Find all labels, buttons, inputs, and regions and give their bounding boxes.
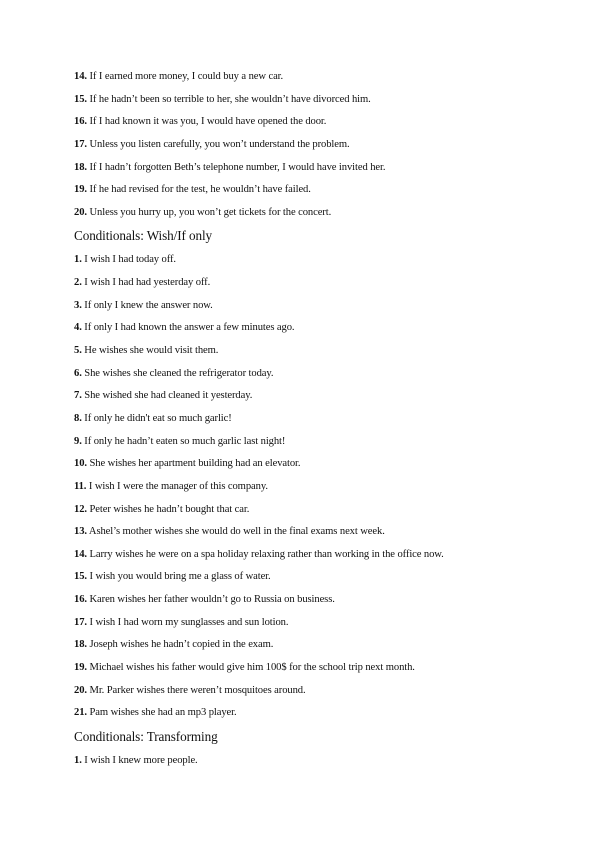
list-item: 4. If only I had known the answer a few minutes ago. bbox=[74, 322, 295, 334]
section-conditionals-answers bbox=[74, 70, 574, 228]
list-item: 3. If only I knew the answer now. bbox=[74, 299, 213, 311]
list-item: 5. He wishes she would visit them. bbox=[74, 345, 219, 357]
list-item: 6. She wishes she cleaned the refrigerator today. bbox=[74, 367, 274, 379]
section-heading: Conditionals: Transforming bbox=[74, 728, 218, 744]
list-item: 12. Peter wishes he hadn’t bought that car. bbox=[74, 503, 250, 515]
list-item: 9. If only he hadn’t eaten so much garlic last night! bbox=[74, 435, 286, 447]
list-item: 14. Larry wishes he were on a spa holiday relaxing rather than working in the office now. bbox=[74, 548, 444, 560]
list-item: 17. I wish I had worn my sunglasses and sun lotion. bbox=[74, 616, 289, 628]
list-item: 16. If I had known it was you, I would have opened the door. bbox=[74, 116, 327, 128]
list-item: 15. If he hadn’t been so terrible to her, she wouldn’t have divorced him. bbox=[74, 93, 371, 105]
list-item: 13. Ashel’s mother wishes she would do well in the final exams next week. bbox=[74, 526, 385, 538]
list-item: 14. If I earned more money, I could buy a new car. bbox=[74, 71, 284, 82]
section-transforming bbox=[74, 729, 574, 777]
list-item: 2. I wish I had had yesterday off. bbox=[74, 277, 211, 289]
list-item: 15. I wish you would bring me a glass of water. bbox=[74, 571, 271, 583]
list-item: 18. Joseph wishes he hadn’t copied in the exam. bbox=[74, 639, 274, 651]
section-heading: Conditionals: Wish/If only bbox=[74, 228, 213, 244]
list-item: 17. Unless you listen carefully, you won’t understand the problem. bbox=[74, 138, 350, 150]
list-item: 20. Unless you hurry up, you won’t get tickets for the concert. bbox=[74, 206, 332, 218]
list-item: 18. If I hadn’t forgotten Beth’s telephone number, I would have invited her. bbox=[74, 161, 386, 173]
list-item: 20. Mr. Parker wishes there weren’t mosquitoes around. bbox=[74, 684, 306, 696]
list-item: 1. I wish I knew more people. bbox=[74, 754, 198, 766]
document-content bbox=[74, 70, 574, 777]
list-item: 1. I wish I had today off. bbox=[74, 254, 176, 266]
list-item: 21. Pam wishes she had an mp3 player. bbox=[74, 707, 237, 719]
list-item: 19. Michael wishes his father would give him 100$ for the school trip next month. bbox=[74, 662, 415, 674]
list-item: 19. If he had revised for the test, he wouldn’t have failed. bbox=[74, 184, 311, 196]
list-item: 8. If only he didn't eat so much garlic! bbox=[74, 412, 232, 424]
list-item: 7. She wished she had cleaned it yesterday. bbox=[74, 390, 253, 402]
list-item: 16. Karen wishes her father wouldn’t go to Russia on business. bbox=[74, 594, 335, 606]
list-item: 10. She wishes her apartment building had an elevator. bbox=[74, 458, 301, 470]
list-item: 11. I wish I were the manager of this company. bbox=[74, 480, 268, 492]
section-wish-if-only bbox=[74, 228, 574, 728]
